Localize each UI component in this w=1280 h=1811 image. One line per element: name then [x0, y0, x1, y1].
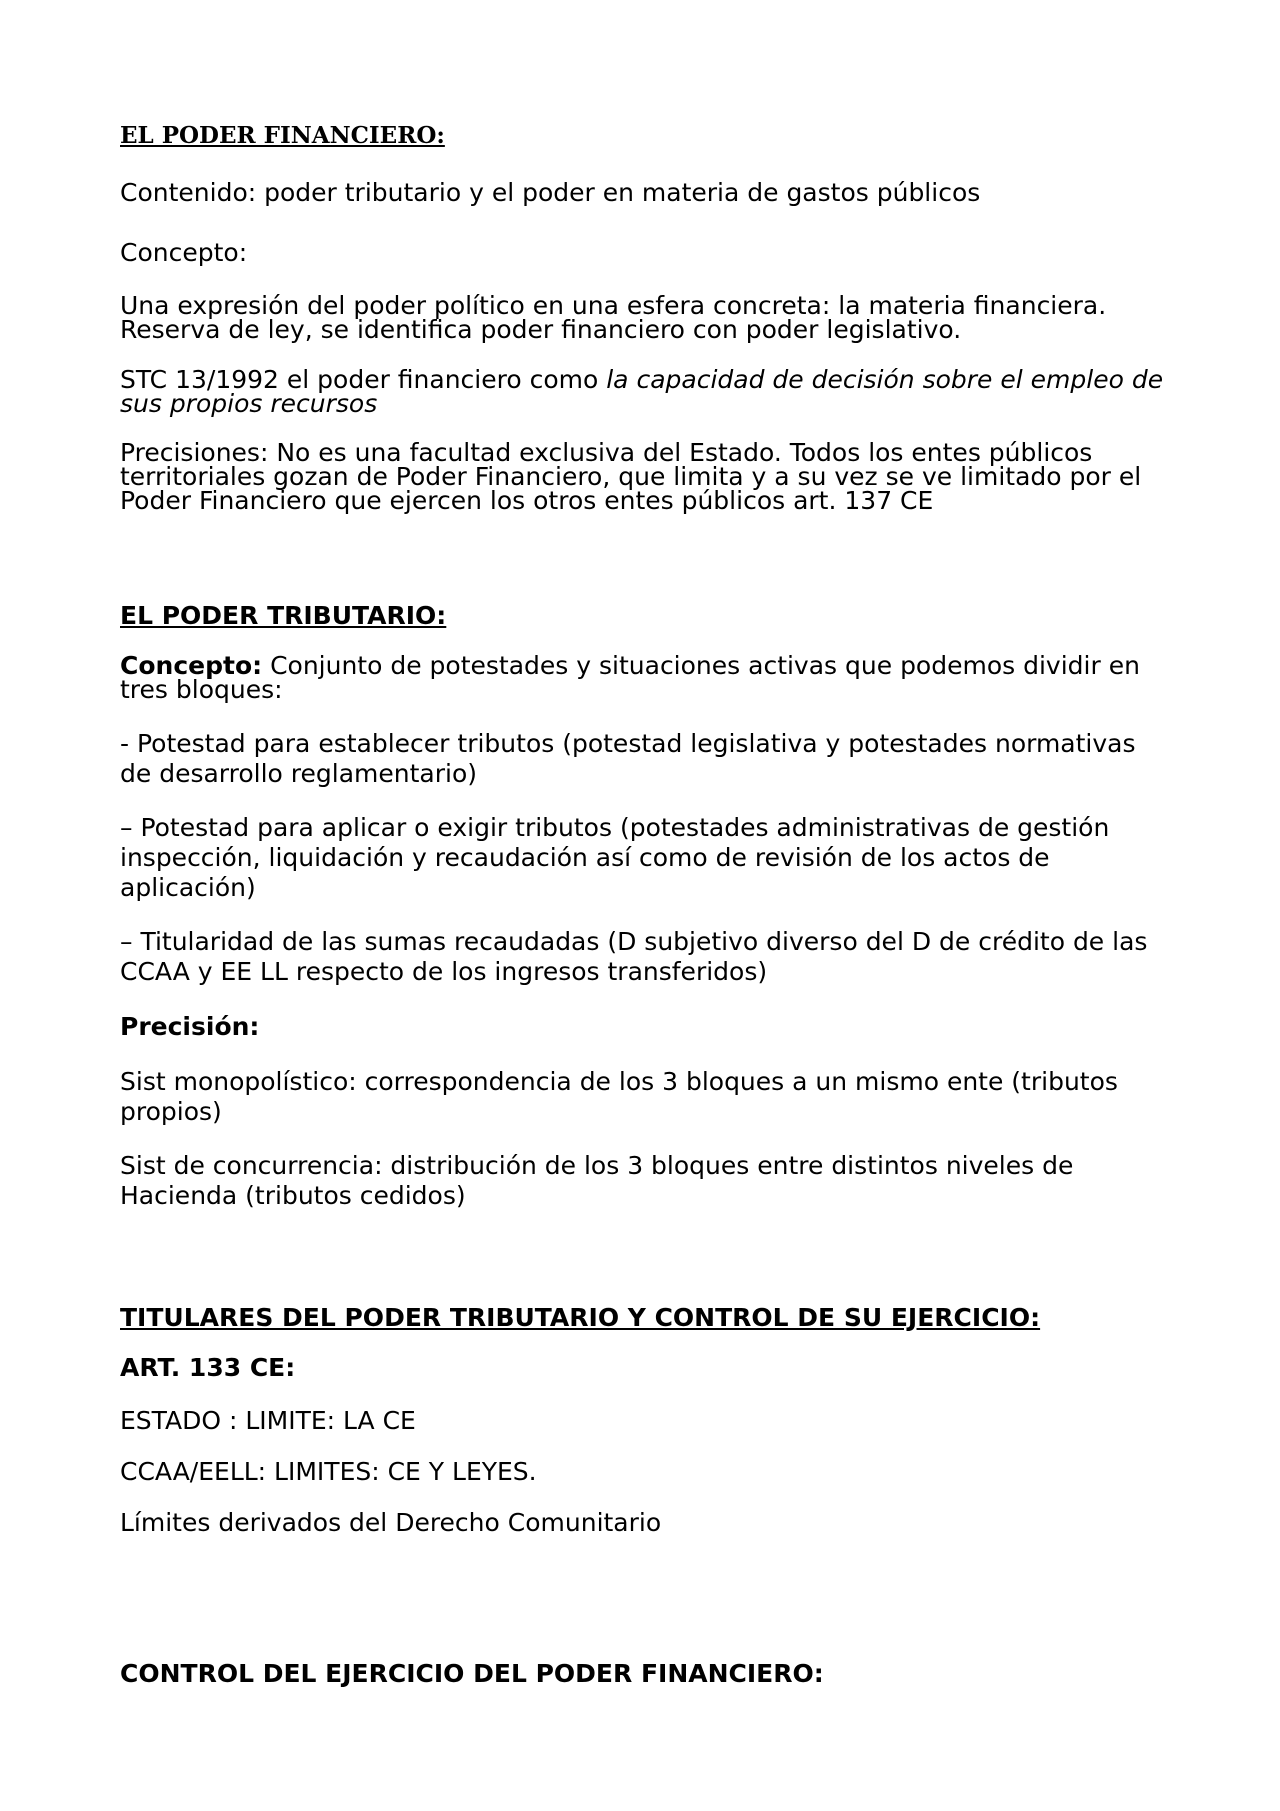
heading-control: CONTROL DEL EJERCICIO DEL PODER FINANCIERO:	[120, 1659, 824, 1688]
heading-poder-tributario: EL PODER TRIBUTARIO:	[120, 601, 447, 630]
ccaa-line: CCAA/EELL: LIMITES: CE Y LEYES.	[120, 1457, 537, 1486]
tributario-concepto-text: Conjunto de potestades y situaciones activas que podemos dividir en tres bloques:	[120, 651, 1140, 704]
stc-paragraph	[120, 365, 1170, 418]
contenido-paragraph: Contenido: poder tributario y el poder en materia de gastos públicos	[120, 178, 981, 207]
tributario-concepto-label: Concepto:	[120, 651, 263, 680]
concepto-label: Concepto:	[120, 238, 248, 267]
list-item: - Potestad para establecer tributos (potestad legislativa y potestades normativas de desarrollo reglamentario)	[120, 729, 1136, 788]
precisiones-paragraph: Precisiones: No es una facultad exclusiva del Estado. Todos los entes públicos territoriales gozan de Poder Financiero, que limita y a su vez se ve limitado por el Poder Financiero que ejercen los otros entes públicos art. 137 CE	[120, 438, 1142, 515]
expresion-paragraph	[120, 291, 1170, 344]
list-item: – Potestad para aplicar o exigir tributos (potestades administrativas de gestión inspección, liquidación y recaudación así como de revisión de los actos de aplicación)	[120, 813, 1110, 902]
tributario-concepto-paragraph	[120, 651, 1170, 704]
precision-label: Precisión:	[120, 1012, 260, 1041]
sist-monopolistico-paragraph: Sist monopolístico: correspondencia de los 3 bloques a un mismo ente (tributos propios)	[120, 1067, 1118, 1126]
art-133-label: ART. 133 CE:	[120, 1353, 296, 1382]
stc-italic-quote: la capacidad de decisión sobre el empleo de sus propios recursos	[120, 365, 1164, 418]
stc-text: STC 13/1992 el poder financiero como	[120, 365, 607, 394]
page-title: EL PODER FINANCIERO:	[120, 122, 445, 149]
expresion-line-2: Reserva de ley, se identifica poder financiero con poder legislativo.	[120, 315, 962, 344]
expresion-line-1: Una expresión del poder político en una esfera concreta: la materia financiera.	[120, 291, 1107, 320]
limites-line: Límites derivados del Derecho Comunitario	[120, 1508, 662, 1537]
heading-titulares: TITULARES DEL PODER TRIBUTARIO Y CONTROL DE SU EJERCICIO:	[120, 1303, 1041, 1332]
estado-line: ESTADO : LIMITE: LA CE	[120, 1406, 416, 1435]
list-item: – Titularidad de las sumas recaudadas (D subjetivo diverso del D de crédito de las CCAA y EE LL respecto de los ingresos transferidos)	[120, 927, 1148, 986]
sist-concurrencia-paragraph: Sist de concurrencia: distribución de los 3 bloques entre distintos niveles de Hacienda (tributos cedidos)	[120, 1151, 1074, 1210]
